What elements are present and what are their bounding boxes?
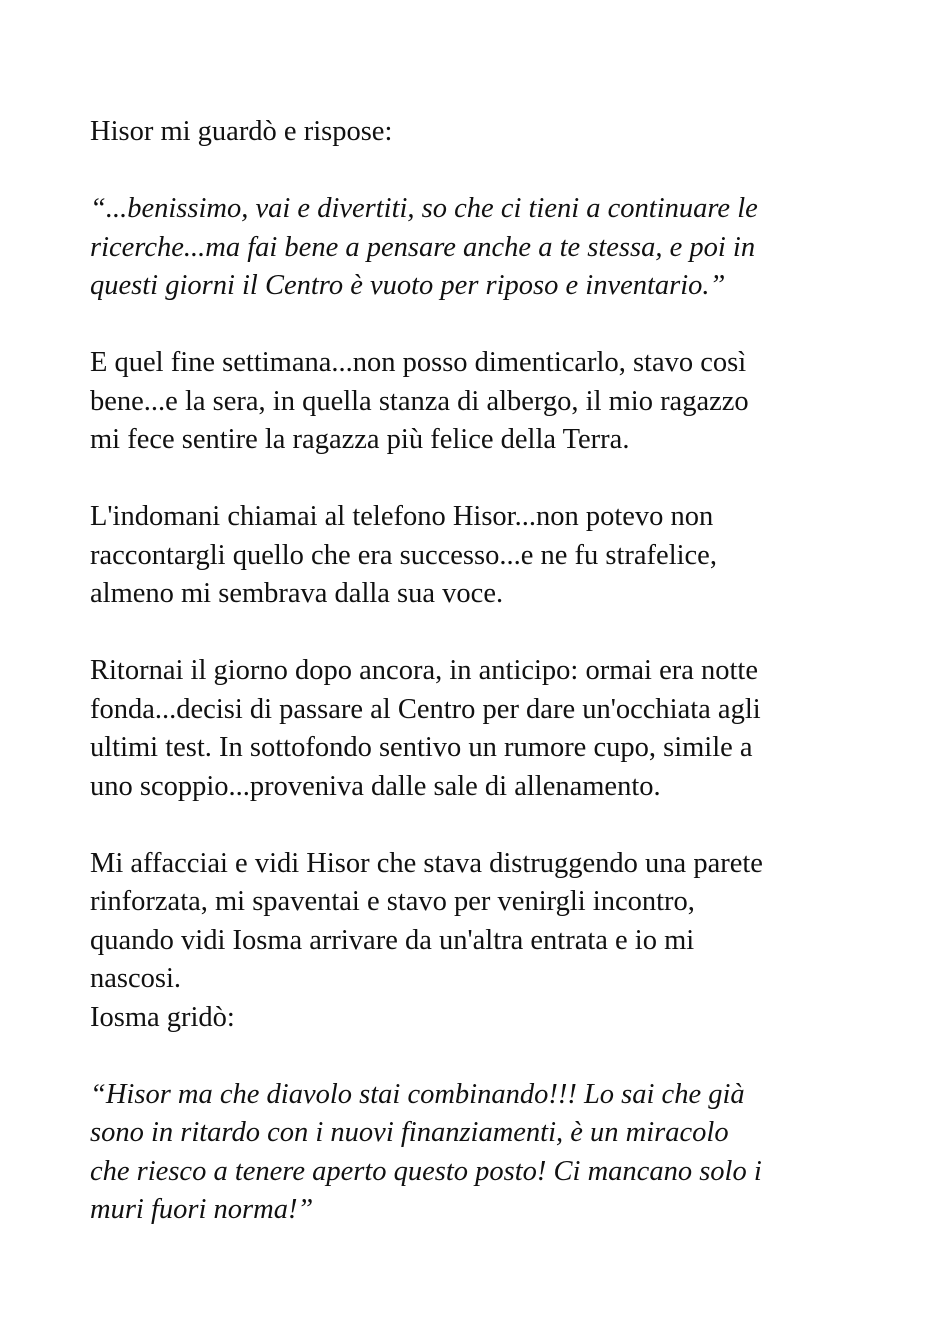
- paragraph: [90, 999, 890, 1038]
- text-line: rinforzata, mi spaventai e stavo per venirgli incontro,: [90, 886, 695, 917]
- text-line: bene...e la sera, in quella stanza di albergo, il mio ragazzo: [90, 385, 749, 417]
- text-line: Hisor mi guardò e rispose:: [90, 116, 393, 147]
- text-line: Iosma gridò:: [90, 1001, 235, 1033]
- text-line: “...benissimo, vai e divertiti, so che ci tieni a continuare le: [90, 193, 758, 224]
- text-line: ultimi test. In sottofondo sentivo un rumore cupo, simile a: [90, 732, 753, 763]
- text-line: questi giorni il Centro è vuoto per riposo e inventario.”: [90, 270, 726, 301]
- text-line: almeno mi sembrava dalla sua voce.: [90, 578, 504, 609]
- paragraph: [90, 344, 890, 460]
- quoted-paragraph: [90, 1076, 890, 1230]
- text-line: Ritornai il giorno dopo ancora, in anticipo: ormai era notte: [90, 655, 758, 686]
- text-line: nascosi.: [90, 963, 182, 994]
- paragraph: [90, 652, 890, 806]
- text-line: E quel fine settimana...non posso dimenticarlo, stavo così: [90, 347, 747, 378]
- text-line: quando vidi Iosma arrivare da un'altra entrata e io mi: [90, 924, 695, 956]
- text-line: raccontargli quello che era successo...e ne fu strafelice,: [90, 539, 717, 571]
- text-line: sono in ritardo con i nuovi finanziamenti, è un miracolo: [90, 1117, 729, 1148]
- text-line: Mi affacciai e vidi Hisor che stava distruggendo una parete: [90, 847, 763, 879]
- text-line: mi fece sentire la ragazza più felice della Terra.: [90, 424, 630, 455]
- document-body: [90, 113, 890, 1268]
- text-line: muri fuori norma!”: [90, 1194, 314, 1225]
- text-line: uno scoppio...proveniva dalle sale di allenamento.: [90, 770, 661, 802]
- paragraph: [90, 113, 890, 152]
- text-line: ricerche...ma fai bene a pensare anche a te stessa, e poi in: [90, 231, 756, 263]
- text-line: che riesco a tenere aperto questo posto! Ci mancano solo i: [90, 1155, 762, 1187]
- paragraph: [90, 498, 890, 614]
- quoted-paragraph: [90, 190, 890, 306]
- paragraph: [90, 845, 890, 999]
- text-line: L'indomani chiamai al telefono Hisor...non potevo non: [90, 501, 714, 532]
- text-line: fonda...decisi di passare al Centro per dare un'occhiata agli: [90, 693, 761, 725]
- text-line: “Hisor ma che diavolo stai combinando!!! Lo sai che già: [90, 1078, 745, 1110]
